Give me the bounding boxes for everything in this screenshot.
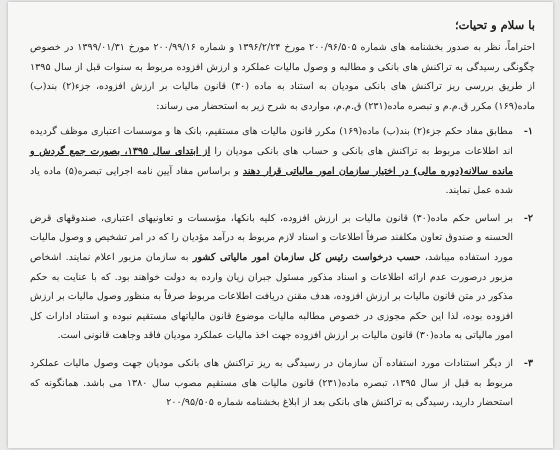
item-number: ۳- [523, 357, 533, 369]
letter-body [8, 2, 553, 413]
item-text: از دیگر استنادات مورد استفاده آن سازمان در رسیدگی به ریز تراکنش های بانکی مودیان جهت وصول مالیات عملکرد مربوط به قبل از سال ۱۳۹۵، تبصره ماده(۲۳۱) قانون مالیات های مستقیم مصوب سال ۱۳۸۰ می باشد. همانگونه که استحضار دارید، رسیدگی به تراکنش های بانکی بعد از ابلاغ بخشنامه شماره ۲۰۰/۹۵/۵۰۵ [30, 357, 514, 409]
item-text-end: به سازمان مزبور اعلام نمایند. اشخاص مزبور درصورت عدم ارائه اطلاعات و اسناد مذکور مسئول جبران زیان وارده به دولت خواهند بود. که با عنایت به حکم مذکور در متن قانون مالیات بر ارزش افزوده، هدف مقنن دریافت اطلاعات مربوط صرفاً به منظور وصول مالیات بر ارزش افزوده بوده، لذا این حکم مجوزی در خصوص مطالبه مالیات موضوع قانون مالیاتهای مستقیم نبوده و استناد ادارات کل امور مالیاتی به ماده(۳۰) قانون مالیات بر ارزش افزوده جهت اخذ مالیات عملکرد مودیان فاقد وجاهت قانونی است. [30, 251, 513, 342]
item-text: مطابق مفاد حکم جزء(۲) بند(ب) ماده(۱۶۹) مکرر قانون مالیات های مستقیم، بانک ها و موسسات اعتباری موظف گردیده اند اطلاعات مربوط به تراکنش های بانکی و حساب های بانکی مودیان را [30, 126, 513, 157]
item-text: بر اساس حکم ماده(۳۰) قانون مالیات بر ارزش افزوده، کلیه بانکها، مؤسسات و تعاونیهای اعتباری، صندوقهای قرض الحسنه و صندوق تعاون مکلفند صرفاً اطلاعات و اسناد لازم مربوط به درآمد مؤدیان را که در امر تشخیص و وصول مالیات مورد استفاده میباشد، [30, 212, 514, 263]
item-number: ۲- [523, 212, 533, 224]
item-number: ۱- [523, 126, 533, 138]
list-item-3 [30, 354, 535, 413]
intro-text: احتراماً، نظر به صدور بخشنامه های شماره ۲۰۰/۹۶/۵۰۵ مورخ ۱۳۹۶/۲/۲۴ و شماره ۲۰۰/۹۹/۱۶ مورخ ۱۳۹۹/۰۱/۳۱ در خصوص چگونگی رسیدگی به تراکنش های بانکی و مطالبه و وصول مالیات عملکرد و ارزش افزوده مربوط به سنوات قبل از سال ۱۳۹۵ از طریق بررسی ریز تراکنش های بانکی مودیان به استناد به ماده (۳۰) قانون مالیات بر ارزش افزوده، جزء(۲) بند(ب) ماده(۱۶۹) مکرر ق.م.م و تبصره ماده(۲۳۱) ق.م.م، مواردی به شرح زیر به استحضار می رساند: [30, 42, 535, 112]
item-text-end: و براساس مفاد آیین نامه اجرایی تبصره(۵) ماده یاد شده عمل نمایند. [30, 165, 513, 197]
list-item-1 [30, 122, 535, 200]
document-page [8, 2, 553, 448]
item-emphasis: حسب درخواست رئیس کل سازمان امور مالیاتی کشور [192, 251, 421, 263]
list-item-2 [30, 209, 535, 346]
intro-paragraph [30, 38, 535, 116]
item-emphasis: از ابتدای سال ۱۳۹۵، بصورت جمع گردش و مانده سالانه(دوره مالی) در اختیار سازمان امور مالیاتی قرار دهند [30, 145, 513, 177]
greeting: با سلام و تحیات؛ [455, 18, 535, 32]
